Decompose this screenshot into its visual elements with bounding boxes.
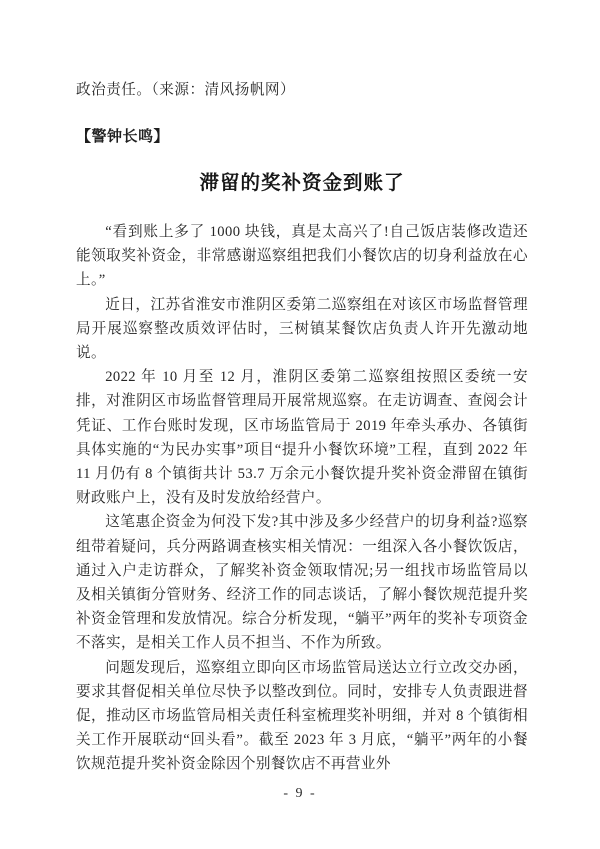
body-paragraph-5: 问题发现后，巡察组立即向区市场监管局送达立行立改交办函，要求其督促相关单位尽快予以整改到位。同时，安排专人负责跟进督促，推动区市场监管局相关责任科室梳理奖补明细，并对 8 个镇街相关工作开展联动“回头看”。截至 2023 年 3 月底，“躺平”两年的小餐饮规范提升奖补资金除因个别餐饮店不再营业外 bbox=[76, 659, 528, 773]
article-title: 滞留的奖补资金到账了 bbox=[199, 173, 405, 194]
body-paragraph-2: 近日，江苏省淮安市淮阴区委第二巡察组在对该区市场监督管理局开展巡察整改质效评估时，三树镇某餐饮店负责人许开先激动地说。 bbox=[76, 296, 528, 362]
article-body bbox=[76, 220, 528, 777]
page-number: - 9 - bbox=[283, 786, 317, 801]
continuation-paragraph: 政治责任。（来源：清风扬帆网） bbox=[76, 82, 296, 98]
section-header: 【警钟长鸣】 bbox=[76, 129, 170, 145]
body-paragraph-3: 2022 年 10 月至 12 月，淮阴区委第二巡察组按照区委统一安排，对淮阴区市场监督管理局开展常规巡察。在走访调查、查阅会计凭证、工作台账时发现，区市场监管局于 2019 年牵头承办、各镇街具体实施的“为民办实事”项目“提升小餐饮环境”工程，直到 2022 年 11 月仍有 8 个镇街共计 53.7 万余元小餐饮提升奖补资金滞留在镇街财政账户上，没有及时发放给经营户。 bbox=[76, 369, 528, 507]
body-paragraph-1: “看到账上多了 1000 块钱，真是太高兴了!自己饭店装修改造还能领取奖补资金，非常感谢巡察组把我们小餐饮店的切身利益放在心上。” bbox=[76, 224, 528, 289]
body-paragraph-4: 这笔惠企资金为何没下发?其中涉及多少经营户的切身利益?巡察组带着疑问，兵分两路调查核实相关情况：一组深入各小餐饮饭店，通过入户走访群众，了解奖补资金领取情况;另一组找市场监管局以及相关镇街分管财务、经济工作的同志谈话，了解小餐饮规范提升奖补资金管理和发放情况。综合分析发现，“躺平”两年的奖补专项资金不落实，是相关工作人员不担当、不作为所致。 bbox=[76, 514, 528, 652]
